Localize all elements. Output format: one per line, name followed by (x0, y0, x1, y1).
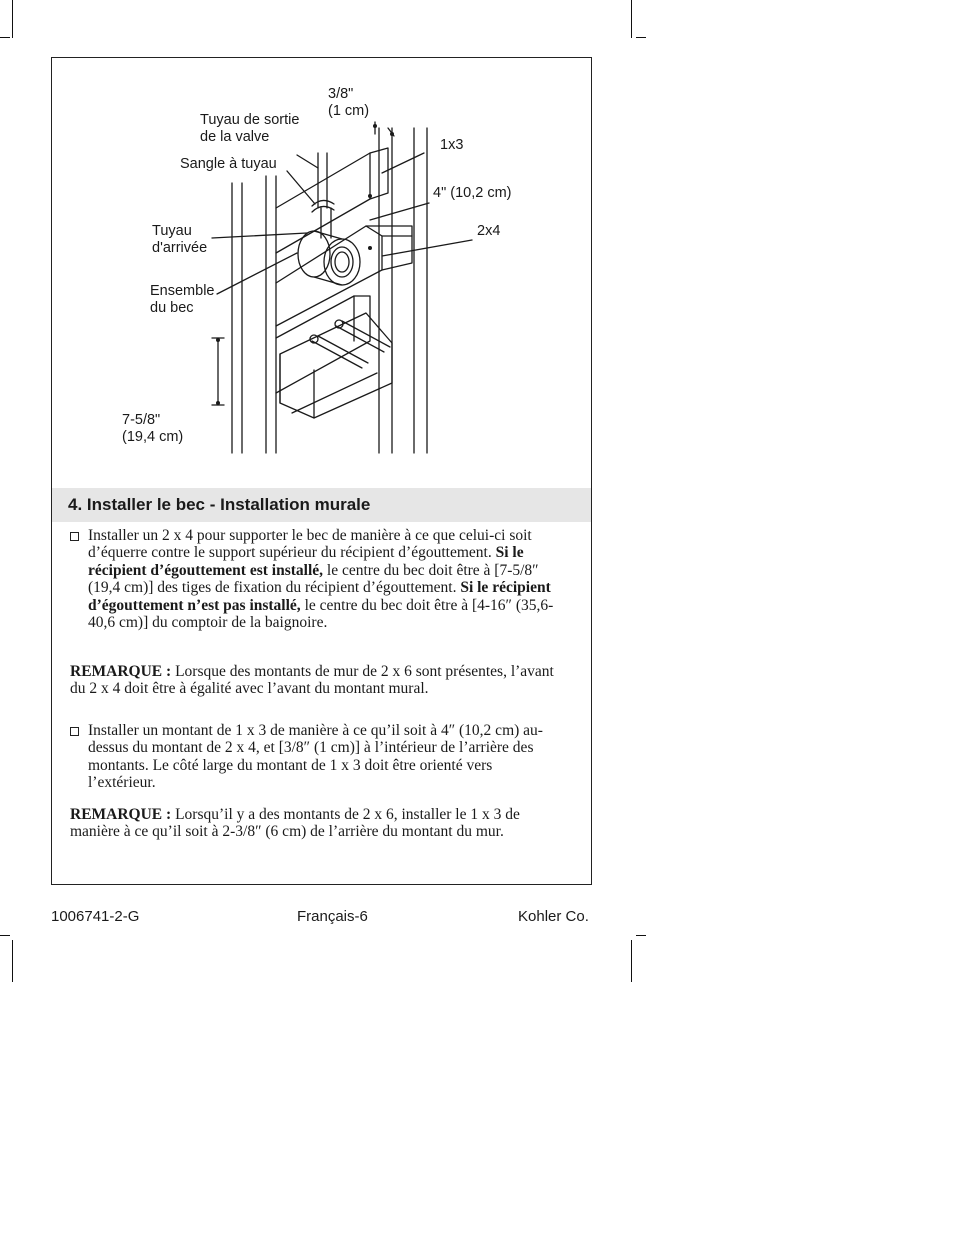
bullet-1-bold2: Si le récipient d’égouttement n’est pas installé, (88, 579, 551, 614)
callout-pipe-size-line1: 3/8" (328, 86, 354, 102)
callout-spout-assembly-line2: du bec (150, 300, 194, 316)
crop-mark (636, 37, 646, 38)
instruction-bullet-2 (70, 722, 555, 792)
callout-height-dimension-line1: 7-5/8" (122, 412, 161, 428)
instruction-bullet-1 (70, 527, 555, 631)
footer-company: Kohler Co. (518, 908, 589, 925)
callout-4-inch: 4" (10,2 cm) (433, 185, 512, 201)
crop-mark (12, 0, 13, 38)
crop-mark (636, 935, 646, 936)
callout-spout-assembly-line1: Ensemble (150, 283, 215, 299)
callout-pipe-strap: Sangle à tuyau (180, 156, 277, 172)
callout-supply-pipe-line2: d'arrivée (152, 240, 208, 256)
bullet-1-text (88, 527, 555, 631)
crop-mark (12, 940, 13, 982)
note-1 (70, 663, 560, 698)
callout-height-dimension (122, 412, 183, 446)
installation-diagram (52, 58, 591, 488)
crop-mark (631, 940, 632, 982)
callout-height-dimension-line2: (19,4 cm) (122, 429, 184, 445)
step-title: 4. Installer le bec - Installation murale (68, 495, 371, 514)
callout-2x4: 2x4 (477, 223, 501, 239)
note-1-text: Lorsque des montants de mur de 2 x 6 sont présentes, l’avant du 2 x 4 doit être à égalité avec l’avant du montant mural. (70, 663, 554, 698)
callout-pipe-size (328, 86, 369, 120)
step-header (52, 488, 591, 522)
note-1-label: REMARQUE : (70, 663, 172, 680)
callout-valve-outlet-line1: Tuyau de sortie (200, 112, 300, 128)
bullet-1-part1: Installer un 2 x 4 pour supporter le bec de manière à ce que celui-ci soit d’équerre contre le support supérieur du récipient d’égouttement. (88, 527, 532, 562)
bullet-1-part2: le centre du bec doit être à [7-5/8″ (19,4 cm)] des tiges de fixation du récipient d’égouttement. (88, 561, 539, 597)
footer-doc-number: 1006741-2-G (51, 908, 140, 925)
bullet-1-part3: le centre du bec doit être à [4-16″ (35,6-40,6 cm)] du comptoir de la baignoire. (88, 596, 554, 632)
checkbox-icon (70, 727, 79, 736)
callout-spout-assembly (150, 283, 214, 317)
crop-mark (631, 0, 632, 38)
note-2-text: Lorsqu’il y a des montants de 2 x 6, installer le 1 x 3 de manière à ce qu’il soit à 2-3/8″ (6 cm) de l’arrière du montant du mur. (70, 806, 520, 841)
callout-valve-outlet (200, 112, 299, 146)
bullet-2-text: Installer un montant de 1 x 3 de manière à ce qu’il soit à 4″ (10,2 cm) au-dessus du montant de 2 x 4, et [3/8″ (1 cm)] à l’intérieur de l’arrière des montants. Le côté large du montant de 1 x 3 doit être orienté vers l’extérieur. (88, 722, 543, 792)
checkbox-icon (70, 532, 79, 541)
crop-mark (0, 935, 10, 936)
callout-supply-pipe-line1: Tuyau (152, 223, 192, 239)
callout-supply-pipe (152, 223, 207, 257)
note-2 (70, 806, 560, 841)
crop-mark (0, 37, 10, 38)
callout-pipe-size-line2: (1 cm) (328, 103, 370, 119)
bullet-1-bold1: Si le récipient d’égouttement est installé, (88, 544, 524, 579)
callout-1x3: 1x3 (440, 137, 464, 153)
callout-valve-outlet-line2: de la valve (200, 129, 270, 145)
footer-page-number: Français-6 (297, 908, 368, 925)
instruction-panel (51, 57, 592, 885)
note-2-label: REMARQUE : (70, 806, 172, 823)
